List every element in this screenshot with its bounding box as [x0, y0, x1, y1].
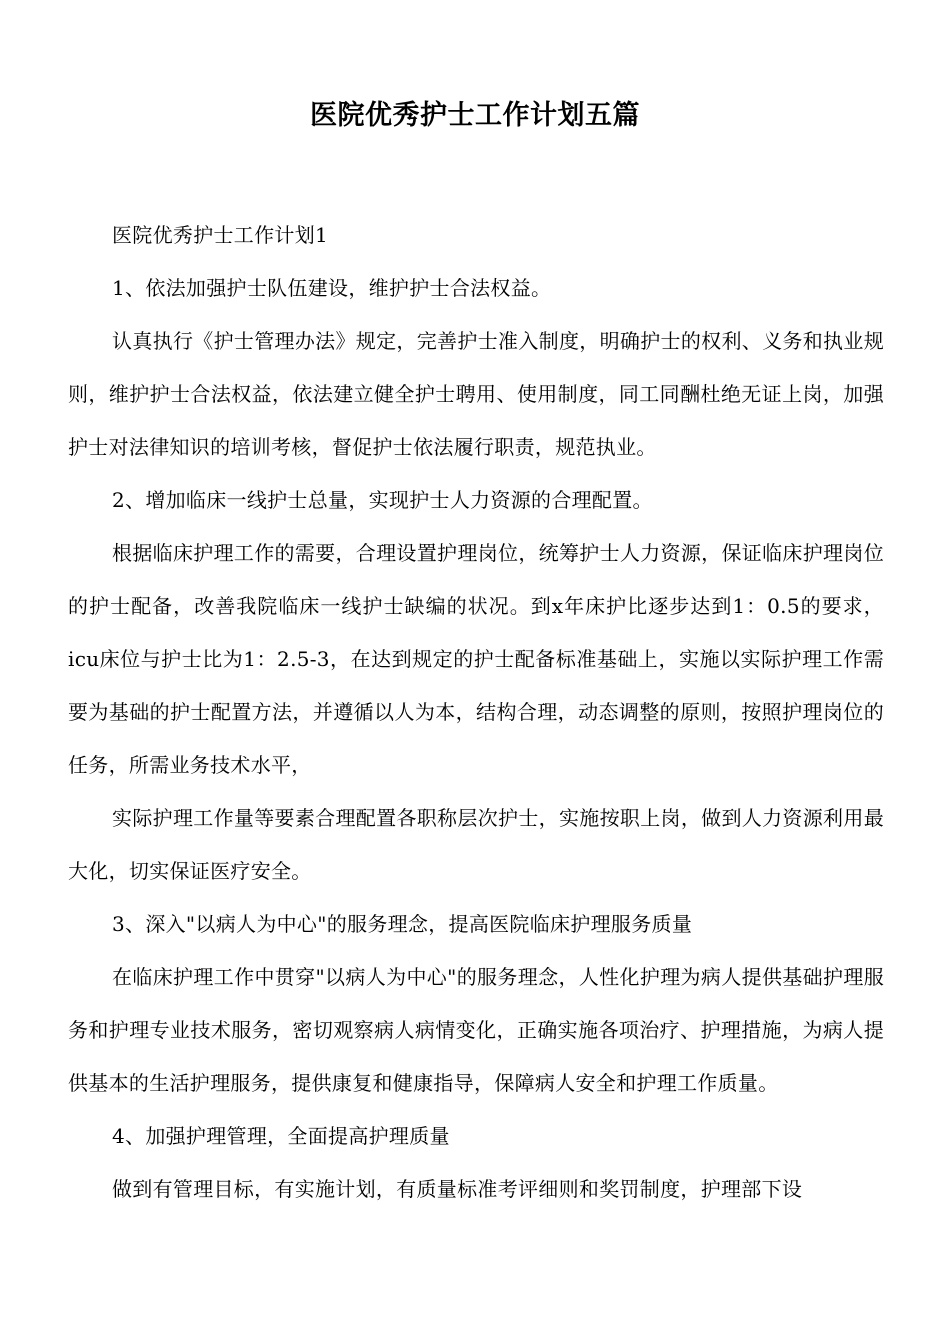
item-heading-2: 2、增加临床一线护士总量，实现护士人力资源的合理配置。 — [112, 488, 653, 512]
paragraph-3: 实际护理工作量等要素合理配置各职称层次护士，实施按职上岗，做到人力资源利用最大化，切实保证医疗安全。 — [68, 806, 884, 883]
paragraph-2: 根据临床护理工作的需要，合理设置护理岗位，统筹护士人力资源，保证临床护理岗位的护士配备，改善我院临床一线护士缺编的状况。到x年床护比逐步达到1：0.5的要求，icu床位与护士比为1：2.5-3，在达到规定的护士配备标准基础上，实施以实际护理工作需要为基础的护士配置方法，并遵循以人为本，结构合理，动态调整的原则，按照护理岗位的任务，所需业务技术水平， — [68, 541, 884, 777]
paragraph-4: 在临床护理工作中贯穿"以病人为中心"的服务理念，人性化护理为病人提供基础护理服务和护理专业技术服务，密切观察病人病情变化，正确实施各项治疗、护理措施，为病人提供基本的生活护理服务，提供康复和健康指导，保障病人安全和护理工作质量。 — [68, 965, 884, 1095]
paragraph-1: 认真执行《护士管理办法》规定，完善护士准入制度，明确护士的权利、义务和执业规则，维护护士合法权益，依法建立健全护士聘用、使用制度，同工同酬杜绝无证上岗，加强护士对法律知识的培训考核，督促护士依法履行职责，规范执业。 — [68, 329, 884, 459]
paragraph-5: 做到有管理目标，有实施计划，有质量标准考评细则和奖罚制度，护理部下设 — [112, 1177, 803, 1201]
document-body — [68, 209, 884, 1216]
document-title: 医院优秀护士工作计划五篇 — [310, 100, 640, 131]
item-heading-1: 1、依法加强护士队伍建设，维护护士合法权益。 — [112, 276, 552, 300]
item-heading-3: 3、深入"以病人为中心"的服务理念，提高医院临床护理服务质量 — [112, 912, 693, 936]
item-heading-4: 4、加强护理管理，全面提高护理质量 — [112, 1124, 450, 1148]
section-heading-plan-1: 医院优秀护士工作计划1 — [112, 223, 329, 247]
